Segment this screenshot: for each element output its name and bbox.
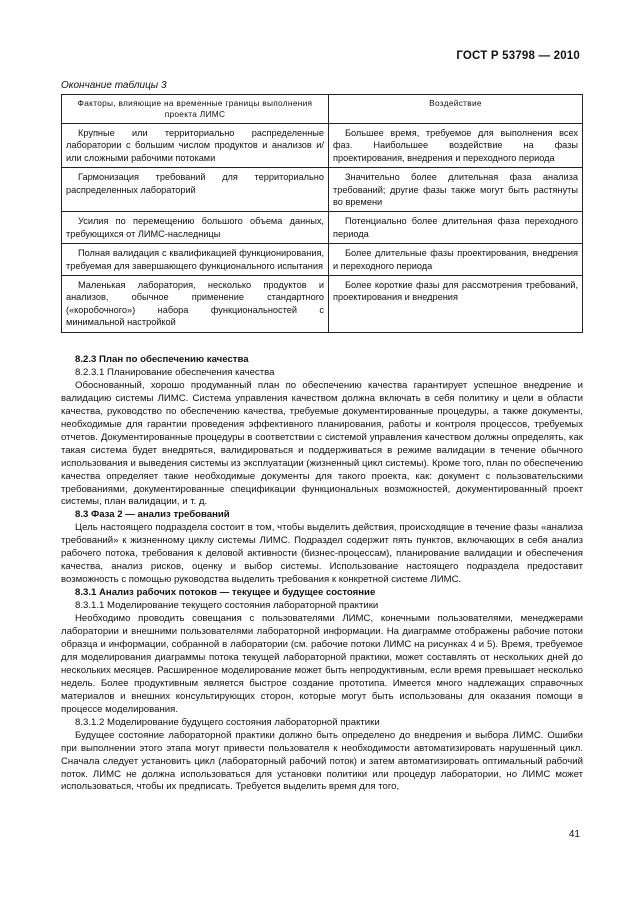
cell-text: Гармонизация требований для территориально распределенных лабораторий bbox=[66, 172, 324, 195]
table-cell-impact bbox=[329, 276, 583, 333]
table-cell-factor bbox=[62, 276, 329, 333]
paragraph-8-3: Цель настоящего подраздела состоит в том, чтобы выделить действия, происходящие в течение фазы «анализа требований» к жизненному циклу системы ЛИМС. Подраздел содержит пять пунктов, включающих в себя анализ рабочего потока, требования к деловой активности (бизнес-процессам), планирование валидации и обеспечения качества, анализ рисков, оценку и выбор системы. Использование настоящего подраздела предоставит возможность с помощью руководства выделить требования к конкретной системе ЛИМС. bbox=[61, 522, 583, 586]
paragraph-8-3-1-2: Будущее состояние лабораторной практики должно быть определено до внедрения и выбора ЛИМС. Ошибки при выполнении этого этапа могут привести пользователя к необходимости автоматизировать нарушенный цикл. Сначала следует установить цикл (лабораторный рабочий поток) и затем автоматизировать оптимальный рабочий поток. ЛИМС не должна использоваться для установки политики или процедур лаборатории, но ЛИМС может использоваться, чтобы их предписать. Требуется выделить время для того, bbox=[61, 729, 583, 793]
cell-text: Более длительные фазы проектирования, внедрения и переходного периода bbox=[333, 248, 578, 271]
table-header-impact: Воздействие bbox=[329, 95, 583, 124]
cell-text: Полная валидация с квалификацией функционирования, требуемая для завершающего функционального испытания bbox=[66, 248, 324, 271]
section-heading-8-2-3: 8.2.3 План по обеспечению качества bbox=[75, 354, 249, 365]
paragraph-8-3-1-1: Необходимо проводить совещания с пользователями ЛИМС, конечными пользователями, менеджерами лаборатории и внешними пользователями лабораторной информации. На диаграмме отображены рабочие потоки образца и информации, собранной в лаборатории (см. рабочие потоки ЛИМС на рисунках 4 и 5). Время, требуемое для моделирования диаграммы потока текущей лабораторной практики, может составлять от нескольких дней до нескольких месяцев. Расширенное моделирование может быть непродуктивным, если время превышает несколько недель. Более продуктивным является быстрое создание прототипа. Имеется много надлежащих справочных материалов и внешних консультирующих сторон, которые могут быть использованы для оказания помощи в процессе моделирования. bbox=[61, 613, 583, 715]
cell-text: Потенциально более длительная фаза переходного периода bbox=[333, 216, 578, 239]
table-cell-factor bbox=[62, 124, 329, 168]
cell-text: Крупные или территориально распределенные лаборатории с большим числом продуктов и анализов и/или сложными рабочими потоками bbox=[66, 128, 324, 163]
table-cell-factor bbox=[62, 168, 329, 212]
section-heading-8-3: 8.3 Фаза 2 — анализ требований bbox=[75, 509, 230, 521]
paragraph-8-2-3-1: Обоснованный, хорошо продуманный план по обеспечению качества гарантирует успешное внедрение и валидацию системы ЛИМС. Система управления качеством должна включать в себя политику и цели в области качества, руководство по обеспечению качества, требуемые документированные процедуры, а также документы, необходимые для гарантии проведения эффективного планирования, работы и контроля процессов, требуемых отчетов. Документированные процедуры в соответствии с системой управления качеством должны определять, как такая система будет внедряться, валидироваться и поддерживаться в режиме валидации в течение обычного использования и выведения системы из эксплуатации (жизненный цикл системы). Кроме того, план по обеспечению качества определяет такие необходимые документы для такого проекта, как: документ с пользовательскими требованиями, документированные спецификации функциональных возможностей, документированный проект системы, план валидации, и т. д. bbox=[61, 379, 583, 508]
table-row bbox=[62, 124, 583, 168]
factors-table bbox=[61, 94, 583, 333]
table-header-row bbox=[62, 95, 583, 124]
table-cell-factor bbox=[62, 244, 329, 276]
standard-header: ГОСТ Р 53798 — 2010 bbox=[456, 50, 580, 62]
table-cell-impact bbox=[329, 244, 583, 276]
cell-text: Большее время, требуемое для выполнения всех фаз. Наибольшее воздействие на фазы проектирования, внедрения и переходного периода bbox=[333, 128, 578, 163]
page-number: 41 bbox=[568, 829, 580, 840]
table-cell-impact bbox=[329, 212, 583, 244]
subsection-heading-8-3-1-2: 8.3.1.2 Моделирование будущего состояния лабораторной практики bbox=[75, 716, 380, 728]
table-row bbox=[62, 244, 583, 276]
table-row bbox=[62, 212, 583, 244]
section-heading-8-3-1: 8.3.1 Анализ рабочих потоков — текущее и будущее состояние bbox=[75, 587, 376, 599]
table-header-factors: Факторы, влияющие на временные границы выполнения проекта ЛИМС bbox=[62, 95, 329, 124]
document-body bbox=[61, 354, 583, 794]
table-row bbox=[62, 276, 583, 333]
table-cell-impact bbox=[329, 124, 583, 168]
subsection-heading-8-2-3-1: 8.2.3.1 Планирование обеспечения качества bbox=[75, 366, 275, 378]
cell-text: Усилия по перемещению большого объема данных, требующихся от ЛИМС-наследницы bbox=[66, 216, 324, 239]
table-row bbox=[62, 168, 583, 212]
cell-text: Маленькая лаборатория, несколько продуктов и анализов, обычное применение стандартного («коробочного») набора функциональностей с минимальной настройкой bbox=[66, 280, 324, 328]
cell-text: Значительно более длительная фаза анализа требований; другие фазы также могут быть растянуты во времени bbox=[333, 172, 578, 208]
table-cell-impact bbox=[329, 168, 583, 212]
cell-text: Более короткие фазы для рассмотрения требований, проектирования и внедрения bbox=[333, 280, 578, 303]
table-cell-factor bbox=[62, 212, 329, 244]
table-caption: Окончание таблицы 3 bbox=[61, 80, 167, 91]
subsection-heading-8-3-1-1: 8.3.1.1 Моделирование текущего состояния лабораторной практики bbox=[75, 600, 379, 612]
